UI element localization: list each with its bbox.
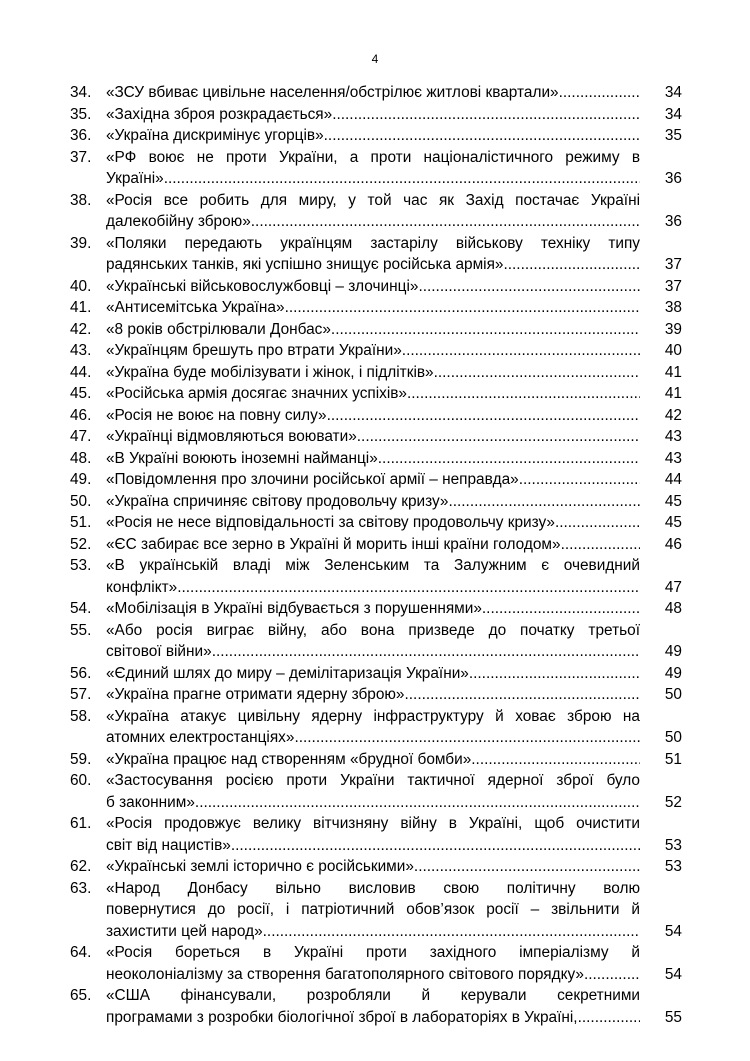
entry-title-line: «США фінансували, розробляли й керували секретними <box>106 987 640 1004</box>
dot-leader <box>418 276 640 298</box>
entry-title <box>106 147 640 190</box>
entry-title <box>106 555 640 598</box>
toc-entry[interactable] <box>70 297 682 319</box>
toc-entry[interactable] <box>70 426 682 448</box>
entry-title <box>106 448 640 470</box>
entry-number: 57. <box>70 686 92 703</box>
entry-number: 42. <box>70 320 92 338</box>
entry-page-number: 37 <box>664 277 682 295</box>
entry-title <box>106 534 640 556</box>
dot-leader <box>378 448 640 470</box>
entry-number: 53. <box>70 557 92 574</box>
entry-page-number: 50 <box>664 729 682 746</box>
entry-title-line: «Росія все робить для миру, у той час як Захід постачає Україні <box>106 191 640 209</box>
dot-leader <box>294 727 640 749</box>
dot-leader <box>578 1007 640 1029</box>
entry-title-line: «Повідомлення про злочини російської армії – неправда» ..... <box>106 469 640 491</box>
entry-page-number: 51 <box>664 750 682 768</box>
entry-page-number: 49 <box>664 664 682 682</box>
toc-entry[interactable] <box>70 512 682 534</box>
entry-title-line: «РФ воює не проти України, а проти націоналістичного режиму в <box>106 148 640 166</box>
toc-entry[interactable] <box>70 985 682 1028</box>
entry-title-line: «8 років обстрілювали Донбас» ..... <box>106 319 640 341</box>
dot-leader <box>519 469 640 491</box>
entry-title-line: «ЄС забирає все зерно в Україні й морить інші країни голодом» ..... <box>106 534 640 556</box>
entry-title-line: «Україна атакує цивільну ядерну інфраструктуру й ховає зброю на <box>106 707 640 725</box>
entry-number: 58. <box>70 707 92 725</box>
entry-page-number: 38 <box>664 299 682 316</box>
entry-number: 49. <box>70 471 92 488</box>
entry-number: 55. <box>70 621 92 639</box>
entry-title <box>106 319 640 341</box>
entry-number: 41. <box>70 299 92 316</box>
toc-entry[interactable] <box>70 319 682 341</box>
entry-number: 51. <box>70 514 92 531</box>
entry-title <box>106 684 640 706</box>
dot-leader <box>324 125 640 147</box>
entry-title <box>106 749 640 771</box>
table-of-contents <box>70 82 682 1028</box>
toc-entry[interactable] <box>70 620 682 663</box>
entry-title-line: повернутися до росії, і патріотичний обов’язок росії – звільнити й <box>106 901 640 918</box>
entry-number: 37. <box>70 148 92 166</box>
toc-entry[interactable] <box>70 125 682 147</box>
entry-number: 60. <box>70 772 92 789</box>
entry-title <box>106 297 640 319</box>
entry-title <box>106 469 640 491</box>
dot-leader <box>332 104 640 126</box>
entry-number: 59. <box>70 750 92 768</box>
dot-leader <box>469 663 640 685</box>
entry-title <box>106 706 640 749</box>
entry-page-number: 45 <box>664 514 682 531</box>
dot-leader <box>251 211 640 233</box>
entry-title-line: неоколоніалізму за створення багатополярного світового порядку» ..... <box>106 964 640 986</box>
toc-entry[interactable] <box>70 942 682 985</box>
toc-entry[interactable] <box>70 340 682 362</box>
dot-leader <box>414 856 640 878</box>
toc-entry[interactable] <box>70 684 682 706</box>
entry-title-line: «Росія не воює на повну силу» ..... <box>106 405 640 427</box>
entry-page-number: 55 <box>664 1008 682 1026</box>
entry-title <box>106 426 640 448</box>
entry-title <box>106 512 640 534</box>
entry-title-line: «Українські землі історично є російськими» ..... <box>106 856 640 878</box>
entry-number: 39. <box>70 234 92 252</box>
entry-page-number: 46 <box>664 535 682 553</box>
entry-title-line: «Україна працює над створенням «брудної бомби» ..... <box>106 749 640 771</box>
entry-title-line: «В Україні воюють іноземні найманці» ..... <box>106 448 640 470</box>
toc-entry[interactable] <box>70 749 682 771</box>
dot-leader <box>327 405 640 427</box>
entry-title <box>106 491 640 513</box>
entry-title-line: радянських танків, які успішно знищує російська армія» ..... <box>106 254 640 276</box>
entry-number: 52. <box>70 535 92 553</box>
toc-entry[interactable] <box>70 147 682 190</box>
toc-entry[interactable] <box>70 104 682 126</box>
entry-title <box>106 383 640 405</box>
entry-title-line: «Єдиний шлях до миру – демілітаризація України» ..... <box>106 663 640 685</box>
entry-number: 35. <box>70 105 92 123</box>
toc-entry[interactable] <box>70 362 682 384</box>
dot-leader <box>407 383 640 405</box>
entry-page-number: 48 <box>664 600 682 617</box>
entry-page-number: 54 <box>664 922 682 940</box>
entry-title-line: Україні» ..... <box>106 168 640 190</box>
dot-leader <box>402 340 640 362</box>
entry-title-line: «Росія бореться в Україні проти західного імперіалізму й <box>106 944 640 961</box>
entry-page-number: 36 <box>664 170 682 187</box>
entry-page-number: 42 <box>664 406 682 424</box>
entry-number: 61. <box>70 815 92 832</box>
entry-title <box>106 125 640 147</box>
entry-page-number: 39 <box>664 320 682 338</box>
dot-leader <box>482 598 640 620</box>
entry-title <box>106 878 640 943</box>
entry-page-number: 54 <box>664 965 682 983</box>
entry-page-number: 37 <box>664 256 682 273</box>
dot-leader <box>357 426 640 448</box>
entry-title-line: атомних електростанціях» ..... <box>106 727 640 749</box>
dot-leader <box>434 362 640 384</box>
toc-entry[interactable] <box>70 276 682 298</box>
entry-title <box>106 276 640 298</box>
entry-title-line: б законним» ..... <box>106 792 640 814</box>
entry-title-line: «Україна дискримінує угорців» ..... <box>106 125 640 147</box>
entry-title-line: «Українські військовослужбовці – злочинці» ..... <box>106 276 640 298</box>
entry-page-number: 35 <box>664 127 682 144</box>
toc-entry[interactable] <box>70 555 682 598</box>
toc-entry[interactable] <box>70 469 682 491</box>
entry-title <box>106 942 640 985</box>
entry-number: 44. <box>70 363 92 381</box>
entry-number: 64. <box>70 944 92 961</box>
dot-leader <box>584 964 640 986</box>
entry-page-number: 45 <box>664 492 682 510</box>
entry-page-number: 53 <box>664 836 682 854</box>
toc-entry[interactable] <box>70 383 682 405</box>
entry-number: 65. <box>70 987 92 1004</box>
toc-entry[interactable] <box>70 598 682 620</box>
entry-title-line: конфлікт» ..... <box>106 577 640 599</box>
entry-page-number: 53 <box>664 858 682 875</box>
dot-leader <box>285 297 640 319</box>
entry-number: 36. <box>70 127 92 144</box>
toc-entry[interactable] <box>70 663 682 685</box>
entry-title <box>106 598 640 620</box>
entry-title-line: світ від нацистів» ..... <box>106 835 640 857</box>
entry-number: 56. <box>70 664 92 682</box>
entry-number: 50. <box>70 492 92 510</box>
entry-title <box>106 856 640 878</box>
dot-leader <box>561 534 640 556</box>
toc-entry[interactable] <box>70 448 682 470</box>
entry-title <box>106 82 640 104</box>
toc-entry[interactable] <box>70 770 682 813</box>
entry-page-number: 36 <box>664 213 682 230</box>
dot-leader <box>231 835 640 857</box>
entry-title <box>106 233 640 276</box>
toc-entry[interactable] <box>70 82 682 104</box>
entry-title <box>106 104 640 126</box>
entry-title-line: «Українцям брешуть про втрати України» ..... <box>106 340 640 362</box>
entry-number: 47. <box>70 428 92 445</box>
entry-number: 34. <box>70 84 92 101</box>
entry-page-number: 41 <box>664 363 682 381</box>
entry-title <box>106 340 640 362</box>
page-number: 4 <box>371 52 379 66</box>
entry-page-number: 43 <box>664 449 682 467</box>
toc-entry[interactable] <box>70 878 682 943</box>
entry-title <box>106 985 640 1028</box>
entry-title-line: «Поляки передають українцям застарілу військову техніку типу <box>106 234 640 252</box>
toc-entry[interactable] <box>70 190 682 233</box>
entry-title-line: «Народ Донбасу вільно висловив свою політичну волю <box>106 879 640 897</box>
entry-title-line: «Україна спричиняє світову продовольчу кризу» ..... <box>106 491 640 513</box>
entry-title-line: «Україна буде мобілізувати і жінок, і підлітків» ..... <box>106 362 640 384</box>
toc-entry[interactable] <box>70 405 682 427</box>
toc-entry[interactable] <box>70 706 682 749</box>
entry-title-line: «Застосування росією проти України тактичної ядерної зброї було <box>106 772 640 789</box>
toc-entry[interactable] <box>70 534 682 556</box>
entry-title <box>106 663 640 685</box>
entry-page-number: 34 <box>664 105 682 123</box>
dot-leader <box>405 684 641 706</box>
dot-leader <box>212 641 640 663</box>
entry-page-number: 47 <box>664 578 682 596</box>
entry-page-number: 44 <box>664 471 682 488</box>
entry-title-line: «Росія не несе відповідальності за світову продовольчу кризу» ..... <box>106 512 640 534</box>
entry-number: 48. <box>70 449 92 467</box>
dot-leader <box>331 319 640 341</box>
entry-page-number: 40 <box>664 342 682 359</box>
dot-leader <box>164 168 640 190</box>
entry-title-line: «Мобілізація в Україні відбувається з порушеннями» ..... <box>106 598 640 620</box>
entry-title <box>106 620 640 663</box>
toc-entry[interactable] <box>70 813 682 856</box>
dot-leader <box>195 792 640 814</box>
dot-leader <box>177 577 640 599</box>
dot-leader <box>471 749 640 771</box>
entry-title-line: далекобійну зброю» ..... <box>106 211 640 233</box>
entry-title-line: програмами з розробки біологічної зброї в лабораторіях в Україні, ..... <box>106 1007 640 1029</box>
entry-title-line: «ЗСУ вбиває цивільне населення/обстрілює житлові квартали» ..... <box>106 82 640 104</box>
entry-title-line: «Антисемітська Україна» ..... <box>106 297 640 319</box>
toc-entry[interactable] <box>70 856 682 878</box>
toc-entry[interactable] <box>70 491 682 513</box>
dot-leader <box>559 82 640 104</box>
dot-leader <box>555 512 640 534</box>
entry-number: 46. <box>70 406 92 424</box>
entry-page-number: 43 <box>664 428 682 445</box>
dot-leader <box>263 921 640 943</box>
entry-title <box>106 362 640 384</box>
entry-title-line: «В українській владі між Зеленським та Залужним є очевидний <box>106 557 640 574</box>
entry-page-number: 49 <box>664 643 682 660</box>
entry-title <box>106 190 640 233</box>
toc-entry[interactable] <box>70 233 682 276</box>
entry-page-number: 34 <box>664 84 682 101</box>
entry-number: 62. <box>70 858 92 875</box>
entry-number: 54. <box>70 600 92 617</box>
dot-leader <box>503 254 640 276</box>
entry-title-line: «Росія продовжує велику вітчизняну війну в Україні, щоб очистити <box>106 815 640 832</box>
entry-page-number: 52 <box>664 793 682 811</box>
entry-title-line: «Західна зброя розкрадається» ..... <box>106 104 640 126</box>
entry-page-number: 50 <box>664 686 682 703</box>
entry-title-line: «Україна прагне отримати ядерну зброю» ..... <box>106 684 640 706</box>
entry-number: 38. <box>70 191 92 209</box>
entry-number: 40. <box>70 277 92 295</box>
entry-title-line: «Російська армія досягає значних успіхів» ..... <box>106 383 640 405</box>
entry-title <box>106 405 640 427</box>
entry-title-line: «Українці відмовляються воювати» ..... <box>106 426 640 448</box>
entry-title <box>106 770 640 813</box>
entry-number: 43. <box>70 342 92 359</box>
entry-page-number: 41 <box>664 385 682 402</box>
entry-title-line: світової війни» ..... <box>106 641 640 663</box>
entry-number: 63. <box>70 879 92 897</box>
dot-leader <box>448 491 640 513</box>
entry-number: 45. <box>70 385 92 402</box>
entry-title <box>106 813 640 856</box>
entry-title-line: «Або росія виграє війну, або вона призведе до початку третьої <box>106 621 640 639</box>
entry-title-line: захистити цей народ» ..... <box>106 921 640 943</box>
